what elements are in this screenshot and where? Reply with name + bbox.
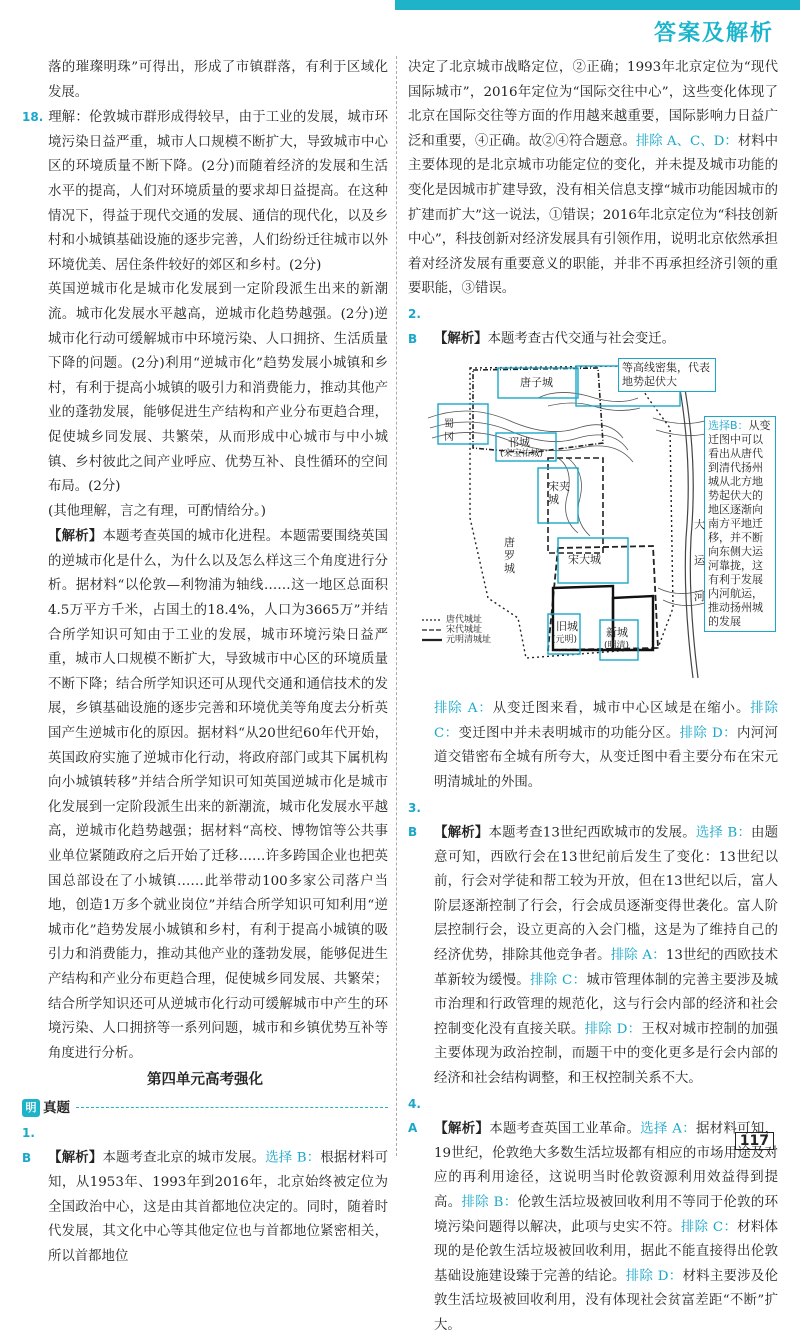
label-old-city-sub: (元明)	[552, 635, 578, 646]
analysis-text: 材料体现的是伦敦生活垃圾被回收利用，据此不能直接得出伦敦基础设施建设臻于完善的结论。	[434, 1219, 778, 1284]
question-3-analysis	[408, 796, 778, 1092]
question-1-analysis	[22, 1121, 388, 1270]
zhenti-label: 真题	[43, 1099, 70, 1116]
answer-text: 理解：伦敦城市群形成得较早，由于工业的发展，城市环境污染日益严重，城市人口规模不断扩大，导致城市中心区的环境质量不断下降。(2分)而随着经济的发展和生活水平的提高，人们对环境质量的要求却日益提高。在这种情况下，得益于现代交通的发展、通信的现代化，以及乡村和小城镇基础设施的逐步完善，人们纷纷迁往城市以外环境优美、居住条件较好的郊区和乡村。(2分)	[48, 110, 388, 273]
analysis-text: 13世纪的西欧技术革新较为缓慢。	[434, 948, 778, 988]
exclude-tag: 排除 A：	[610, 948, 666, 964]
analysis-text: 本题考查英国工业革命。	[489, 1121, 641, 1137]
analysis-text: 变迁图中并未表明城市的功能分区。	[458, 725, 680, 741]
callout-text: 从变迁图中可以看出从唐代到清代扬州城从北方地势起伏大的地区逐渐向南方平地迁移，并不断向东侧大运河靠拢，这有利于发展内河航运，推动扬州城的发展	[708, 419, 771, 629]
paragraph: 英国逆城市化是城市化发展到一定阶段派生出来的新潮流。城市化发展水平越高，逆城市化趋势越强。(2分)逆城市化行动可缓解城市中环境污染、人口拥挤、生活质量下降的问题。(2分)利用“逆城市化”趋势发展小城镇和乡村，有利于提高小城镇的吸引力和消费能力，推动其他产业的蓬勃发展，能够促进生产结构和产业分布更趋合理，促使城乡同发展、共繁荣，从而形成中心城市与中小城镇、乡村彼此之间产业呼应、优势互补、良性循环的空间布局。(2分)	[48, 282, 388, 495]
analysis-text: 据材料可知，19世纪，伦敦绝大多数生活垃圾都有相应的市场用途及对应的再利用途径，这说明当时伦敦资源利用效益得到提高。	[434, 1121, 779, 1210]
terrain-callout: 等高线密集，代表地势起伏大	[618, 358, 716, 392]
label-song-dacheng: 宋大城	[568, 553, 601, 567]
paragraph: 落的璀璨明珠”可得出，形成了市镇群落，有利于区域化发展。	[48, 60, 388, 100]
exclude-tag: 排除 D：	[679, 725, 737, 741]
question-2-analysis	[408, 302, 778, 352]
analysis-text: 城市管理体制的完善主要涉及城市治理和行政管理的规范化，这与行会内部的经济和社会控制变化没有直接关联。	[434, 972, 778, 1037]
label-old-city: 旧城	[556, 620, 578, 634]
legend-tang: 唐代城址	[446, 615, 483, 626]
map-legend-lines	[422, 620, 442, 640]
analysis-text: 材料中主要体现的是北京城市功能定位的变化，并未提及城市功能的变化是因城市扩建导致，没有相关信息支撑“城市功能因城市的扩建而扩大”这一说法，①错误；2016年北京定位为“科技创新中心”，科技创新对经济发展具有引领作用，说明北京依然承担着对经济发展有重要意义的职能，并非不再承担经济引领的重要职能，③错误。	[408, 133, 779, 297]
exclude-tag: 排除 C：	[434, 701, 778, 741]
label-new-city-sub: (明清)	[604, 641, 630, 652]
analysis-text: 伦敦生活垃圾被回收利用不等同于伦敦的环境污染问题得以解决，此项与史实不符。	[434, 1195, 779, 1235]
label-shugang: 蜀冈	[444, 419, 454, 444]
analysis-text: 由题意可知，西欧行会在13世纪前后发生了变化：13世纪以前，行会对学徒和帮工较为开放，但在13世纪以后，富人阶层逐渐控制了行会，行会成员逐渐变得世袭化。富人阶层控制行会，设立更高的入会门槛，这是为了维持自己的经济优势，排除其他竞争者。	[434, 825, 778, 964]
analysis-tag: 【解析】	[434, 1120, 490, 1137]
choice-tag: 选择 B：	[265, 1150, 321, 1166]
exclude-tag: 排除 D：	[625, 1268, 683, 1284]
label-canal-yun: 运	[694, 554, 705, 568]
question-4-analysis	[408, 1092, 778, 1339]
label-hancheng-sub: (宋宝祐城)	[500, 449, 544, 460]
analysis-text: 决定了北京城市战略定位，②正确；1993年北京定位为“现代国际城市”，2016年定位为“国际交往中心”，这些变化体现了北京在国际交往等方面的作用越来越重要，国际影响力日益广泛和重要，④正确。故②④符合题意。	[408, 60, 778, 149]
dashed-rule	[76, 1107, 388, 1108]
exclude-tag: 排除 A、C、D：	[635, 133, 738, 149]
question-18-analysis	[22, 524, 388, 1066]
analysis-text: 材料主要涉及伦敦生活垃圾被回收利用，没有体现社会贫富差距“不断”扩大。	[434, 1268, 779, 1333]
contour-lines	[428, 393, 713, 606]
choice-tag: 选择 A：	[640, 1121, 696, 1137]
exclude-tag: 排除 C：	[530, 972, 587, 988]
header-bar	[395, 0, 800, 10]
analysis-tag: 【解析】	[48, 1149, 103, 1166]
legend-ymq: 元明清城址	[446, 635, 492, 646]
question-number: 4. A	[408, 1096, 421, 1136]
section-title: 第四单元高考强化	[147, 1072, 263, 1089]
exclude-tag: 排除 B：	[461, 1195, 518, 1210]
analysis-text: 王权对城市控制的加强主要体现为政治控制，而题干中的变化更多是行会内部的经济和社会结构调整，和王权控制关系不大。	[434, 1021, 779, 1087]
analysis-tag: 【解析】	[434, 330, 488, 347]
yangzhou-city-map	[408, 358, 778, 693]
choice-tag: 选择B：	[708, 419, 749, 433]
analysis-text: 本题考查古代交通与社会变迁。	[487, 331, 676, 347]
paragraph: (其他理解，言之有理，可酌情给分。)	[48, 503, 266, 519]
left-column	[22, 56, 388, 1270]
choice-tag: 选择 B：	[695, 825, 752, 841]
question-2-exclusions	[408, 697, 778, 795]
right-column	[408, 56, 778, 1339]
question-number: 3. B	[408, 800, 421, 840]
exclude-tag: 排除 A：	[434, 701, 493, 717]
exclude-tag: 排除 C：	[680, 1219, 738, 1235]
legend-song: 宋代城址	[446, 625, 483, 636]
label-tang-luocheng: 唐罗城	[504, 536, 515, 576]
analysis-callout	[704, 416, 776, 632]
label-tang-zicheng: 唐子城	[520, 376, 553, 390]
question-number: 2. B	[408, 306, 421, 346]
analysis-text: 本题考查英国的城市化进程。本题需要围绕英国的逆城市化是什么，为什么以及怎么样这三个角度进行分析。据材料“以伦敦—利物浦为轴线……这一地区总面积4.5万平方千米，占国土的18.4%，人口为3665万”并结合所学知识可知由于工业的发展，城市环境污染日益严重，城市人口规模不断扩大，导致城市中心区的环境质量不断下降；结合所学知识还可从现代交通和通信技术的发展，乡镇基础设施的逐步完善和环境优美等角度去分析英国产生逆城市化的原因。据材料“从20世纪60年代开始，英国政府实施了逆城市化行动，将政府部门或其下属机构向小城镇转移”并结合所学知识可知英国逆城市化是城市化发展到一定阶段派生出来的新潮流，城市化发展水平越高，逆城市化趋势越强；据材料“高校、博物馆等公共事业单位紧随政府之后开始了迁移……许多跨国企业也把英国总部设在了小城镇……此举带动100多家公司落户当地，创造1万多个就业岗位”并结合所学知识可知利用“逆城市化”趋势发展小城镇和乡村，有利于提高小城镇的吸引力和消费能力，推动其他产业的蓬勃发展，能够促进生产结构和产业分布更趋合理，促使城乡同发展、共繁荣；结合所学知识还可从逆城市化行动可缓解城市中产生的环境污染、人口拥挤等一系列问题，城市和乡镇优势互补等角度进行分析。	[48, 529, 389, 1061]
analysis-text: 内河河道交错密布全城有所夸大，从变迁图中看主要分布在宋元明清城址的外围。	[434, 725, 779, 790]
header-title: 答案及解析	[653, 21, 774, 46]
question-1-continued	[408, 56, 778, 302]
label-canal-da: 大	[694, 518, 705, 532]
analysis-tag: 【解析】	[48, 528, 103, 545]
analysis-text: 本题考查13世纪西欧城市的发展。	[488, 825, 696, 841]
label-hancheng: 邗城	[508, 436, 530, 450]
zhenti-badge: 明	[22, 1099, 40, 1117]
question-number: 1. B	[22, 1125, 35, 1165]
analysis-text: 根据材料可知，从1953年、1993年到2016年，北京始终被定位为全国政治中心，这是由其首都地位决定的。同时，随着时代发展，其文化中心等其他定位也与首都地位紧密相关，所以首都地位	[48, 1150, 389, 1264]
question-18-answer	[22, 105, 388, 278]
zhenti-header	[22, 1097, 388, 1119]
question-number: 18.	[22, 110, 44, 125]
analysis-text: 本题考查北京的城市发展。	[102, 1150, 266, 1166]
label-song-jiacheng: 宋夹城	[548, 480, 570, 507]
page-number: 117	[735, 1132, 774, 1150]
exclude-tag: 排除 D：	[584, 1021, 642, 1037]
label-canal-he: 河	[694, 590, 705, 604]
analysis-text: 从变迁图来看，城市中心区域是在缩小。	[492, 701, 751, 717]
label-new-city: 新城	[606, 626, 628, 640]
column-divider	[396, 56, 397, 1156]
analysis-tag: 【解析】	[434, 824, 489, 841]
